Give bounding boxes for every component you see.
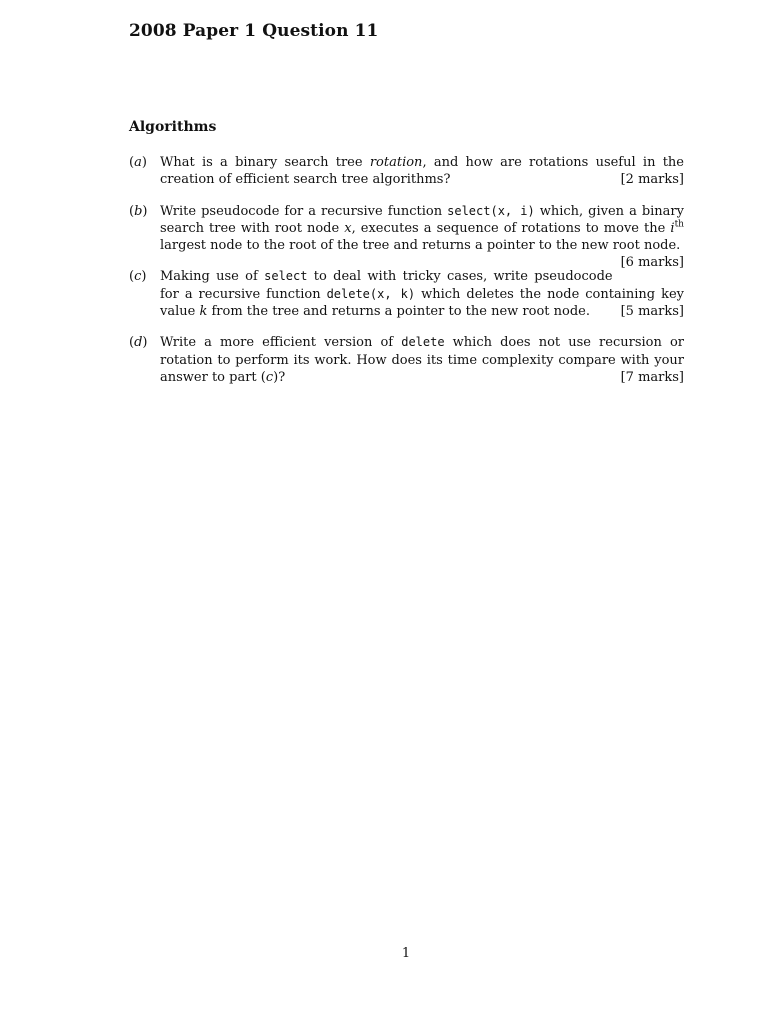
question-a xyxy=(129,154,684,189)
code-span: delete(x, k) xyxy=(326,286,416,301)
math-variable: i xyxy=(670,220,675,236)
question-text: Making use of select to deal with tricky cases, write pseudocode for a recursive function delete(x, k) which deletes the node containing key value k from the tree and returns a pointer to the new root node. [5 marks] xyxy=(160,269,684,320)
marks-label: [7 marks] xyxy=(620,369,684,385)
code-span: delete xyxy=(401,335,445,350)
section-title: Algorithms xyxy=(129,119,217,135)
question-label: (c) xyxy=(129,269,147,285)
question-d xyxy=(129,334,684,386)
question-label: (d) xyxy=(129,335,148,351)
question-list xyxy=(129,154,684,400)
math-variable: x xyxy=(344,220,352,236)
page-number: 1 xyxy=(401,946,411,961)
marks-label: [2 marks] xyxy=(620,172,684,188)
question-text: Write a more efficient version of delete which does not use recursion or rotation to perform its work. How does its time complexity compare with your answer to part (c)? [7 marks] xyxy=(160,335,684,385)
question-b xyxy=(129,203,684,271)
math-variable: k xyxy=(199,304,208,320)
question-text: Write pseudocode for a recursive function select(x, i) which, given a binary search tree with root node x, executes a sequence of rotations to move the $i^{th}$ largest node to the root of the tree and returns a pointer to the new root node. [6 marks] xyxy=(160,203,684,271)
code-span: select(x, i) xyxy=(447,203,535,218)
question-label: (b) xyxy=(129,203,148,219)
emphasized-term: rotation xyxy=(369,155,423,170)
marks-label: [6 marks] xyxy=(620,255,684,271)
question-text: What is a binary search tree rotation, and how are rotations useful in the creation of efficient search tree algorithms? [2 marks] xyxy=(160,155,684,188)
code-span: select xyxy=(264,269,308,284)
superscript: th xyxy=(674,219,684,230)
question-c xyxy=(129,268,684,320)
marks-label: [5 marks] xyxy=(620,304,684,320)
math-variable: c xyxy=(265,369,274,385)
question-label: (a) xyxy=(129,155,147,170)
page-title: 2008 Paper 1 Question 11 xyxy=(129,21,379,41)
